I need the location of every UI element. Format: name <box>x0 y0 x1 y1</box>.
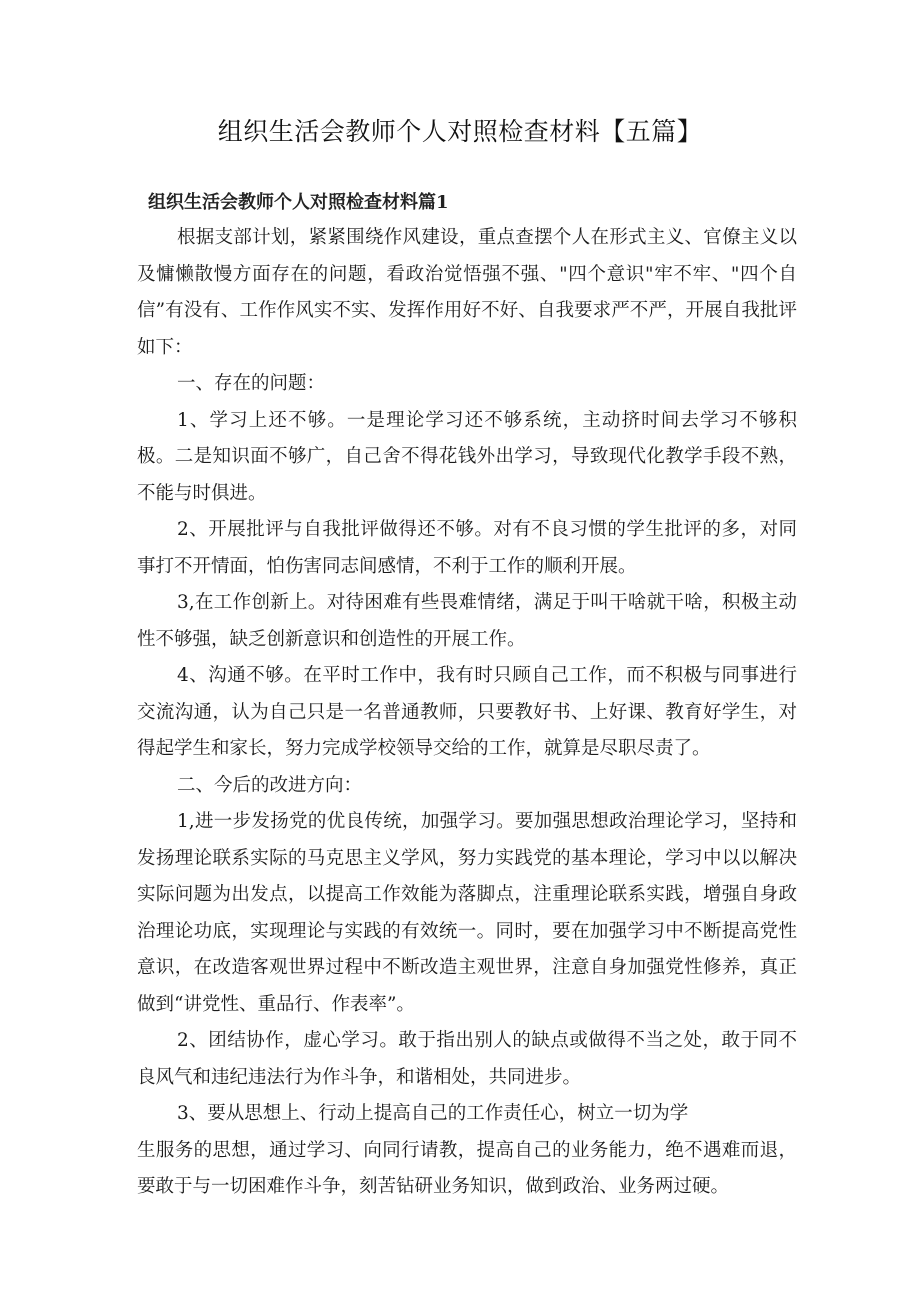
paragraph: 2、开展批评与自我批评做得还不够。对有不良习惯的学生批评的多，对同事打不开情面，怕伤害同志间感情，不利于工作的顺利开展。 <box>137 519 797 577</box>
document-body <box>137 220 797 1206</box>
section-title: 组织生活会教师个人对照检查材料篇1 <box>148 192 449 213</box>
paragraph: 一、存在的问题： <box>177 373 326 394</box>
paragraph: 4、沟通不够。在平时工作中，我有时只顾自己工作，而不积极与同事进行交流沟通，认为自己只是一名普通教师，只要教好书、上好课、教育好学生，对得起学生和家长，努力完成学校领导交给的工作，就算是尽职尽责了。 <box>137 665 797 759</box>
paragraph: 生服务的思想，通过学习、向同行请教，提高自己的业务能力，绝不遇难而退，要敢于与一切困难作斗争，刻苦钻研业务知识，做到政治、业务两过硬。 <box>137 1139 797 1197</box>
paragraph: 3、要从思想上、行动上提高自己的工作责任心，树立一切为学 <box>177 1103 689 1124</box>
paragraph: 3,在工作创新上。对待困难有些畏难情绪，满足于叫干啥就干啥，积极主动性不够强，缺乏创新意识和创造性的开展工作。 <box>137 592 797 650</box>
paragraph: 2、团结协作，虚心学习。敢于指出别人的缺点或做得不当之处，敢于同不良风气和违纪违法行为作斗争，和谐相处，共同进步。 <box>137 1030 797 1088</box>
paragraph: 根据支部计划，紧紧围绕作风建设，重点查摆个人在形式主义、官僚主义以及慵懒散慢方面存在的问题，看政治觉悟强不强、"四个意识"牢不牢、"四个自信”有没有、工作作风实不实、发挥作用好不好、自我要求严不严，开展自我批评如下： <box>137 227 797 358</box>
paragraph: 1,进一步发扬党的优良传统，加强学习。要加强思想政治理论学习，坚持和发扬理论联系实际的马克思主义学风，努力实践党的基本理论，学习中以以解决实际问题为出发点，以提高工作效能为落脚点，注重理论联系实践，增强自身政治理论功底，实现理论与实践的有效统一。同时，要在加强学习中不断提高党性意识，在改造客观世界过程中不断改造主观世界，注意自身加强党性修养，真正做到“讲党性、重品行、作表率”。 <box>137 811 797 1015</box>
document-title: 组织生活会教师个人对照检查材料【五篇】 <box>217 117 703 146</box>
paragraph: 二、今后的改进方向： <box>177 774 363 796</box>
paragraph: 1、学习上还不够。一是理论学习还不够系统，主动挤时间去学习不够积极。二是知识面不够广，自己舍不得花钱外出学习，导致现代化教学手段不熟，不能与时俱进。 <box>137 409 797 504</box>
